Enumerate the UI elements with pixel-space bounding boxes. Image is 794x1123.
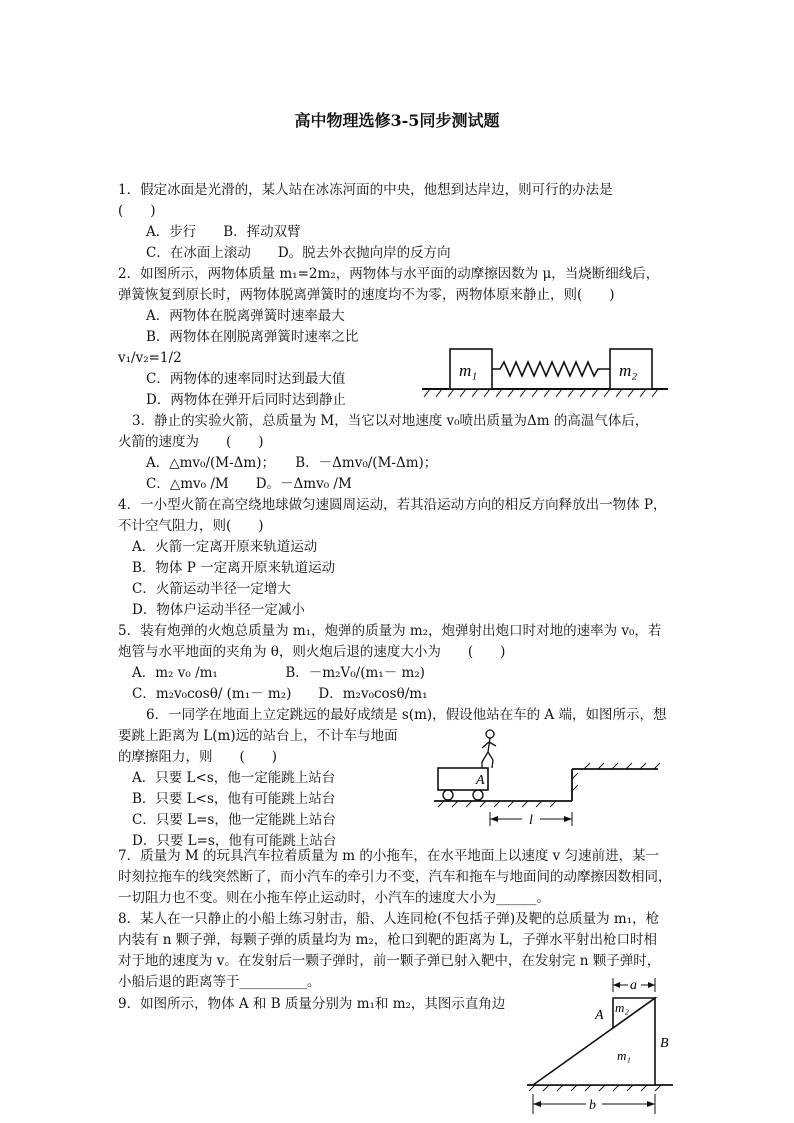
label-m2-small: m₂: [615, 1000, 629, 1015]
q5-stem-line1: 5．装有炮弹的火炮总质量为 m₁，炮弹的质量为 m₂，炮弹射出炮口时对地的速率为 v₀，若: [118, 623, 662, 639]
label-B: B: [660, 1036, 669, 1051]
q4-option-c: C．火箭运动半径一定增大: [132, 581, 291, 597]
q8-stem-line3: 对于地的速度为 v。在发射后一颗子弹时，前一颗子弹已射入靶中，在发射完 n 颗子弹时，: [118, 953, 661, 969]
person: [482, 730, 496, 768]
q2-stem-line2: 弹簧恢复到原长时，两物体脱离弹簧时的速度均不为零，两物体原来静止，则( ): [118, 287, 615, 303]
q5-option-ab: A．m₂ v₀ /m₁ B．－m₂V₀/(m₁－ m₂): [132, 665, 425, 681]
q7-stem-line2: 时刻拉拖车的线突然断了，而小汽车的牵引力不变，汽车和拖车与地面间的动摩擦因数相同，: [118, 869, 672, 885]
q2-option-d: D．两物体在弹开后同时达到静止: [146, 392, 346, 408]
q6-option-b: B．只要 L<s，他有可能跳上站台: [132, 791, 336, 807]
label-l: l: [529, 813, 533, 828]
q1-option-cd: C．在冰面上滚动 D。脱去外衣抛向岸的反方向: [146, 245, 451, 261]
q7-stem-line3: 一切阻力也不变。则在小拖车停止运动时，小汽车的速度大小为______。: [118, 890, 550, 906]
q1-stem-line2: ( ): [118, 203, 156, 219]
q6-stem-line1: 6．一同学在地面上立定跳远的最好成绩是 s(m)，假设他站在车的 A 端，如图所示，想: [146, 707, 667, 723]
q1-option-ab: A．步行 B．挥动双臂: [146, 224, 301, 240]
label-m2: m₂: [619, 361, 638, 380]
q3-stem-line1: 3．静止的实验火箭，总质量为 M，当它以对地速度 v₀喷出质量为Δm 的高温气体后，: [132, 413, 649, 429]
q4-stem-line2: 不计空气阻力，则( ): [118, 518, 264, 534]
q2-option-c: C．两物体的速率同时达到最大值: [146, 371, 346, 387]
q8-stem-line2: 内装有 n 颗子弹，每颗子弹的质量均为 m₂，枪口到靶的距离为 L，子弹水平射出枪口时相: [118, 932, 658, 948]
q3-option-ab: A．△mv₀/(M-Δm)； B．－Δmv₀/(M-Δm)；: [146, 455, 438, 471]
spring: [492, 362, 610, 376]
q6-stem-line2: 要跳上距离为 L(m)远的站台上，不计车与地面: [118, 728, 398, 744]
q7-stem-line1: 7．质量为 M 的玩具汽车拉着质量为 m 的小拖车，在水平地面上以速度 v 匀速前进，某一: [118, 848, 660, 864]
q2-option-b-cont: v₁/v₂=1/2: [118, 350, 182, 366]
q3-stem-line2: 火箭的速度为 ( ): [118, 434, 264, 450]
q1-stem-line1: 1．假定冰面是光滑的，某人站在冰冻河面的中央，他想到达岸边，则可行的办法是: [118, 182, 613, 198]
q5-stem-line2: 炮管与水平地面的夹角为 θ，则火炮后退的速度大小为 ( ): [118, 644, 506, 660]
cart-figure: [430, 724, 665, 834]
q5-option-cd: C．m₂v₀cosθ/ (m₁－ m₂) D．m₂v₀cosθ/m₁: [132, 686, 428, 702]
q4-stem-line1: 4．一小型火箭在高空绕地球做匀速圆周运动，若其沿运动方向的相反方向释放出一物体 P，: [118, 497, 667, 513]
cart-wheel-left: [443, 790, 453, 800]
label-m1: m₁: [459, 361, 478, 380]
q2-option-a: A．两物体在脱离弹簧时速率最大: [146, 308, 345, 324]
label-dim-a: a: [630, 978, 637, 993]
label-dim-b: b: [589, 1098, 596, 1113]
q9-stem-line1: 9．如图所示，物体 A 和 B 质量分别为 m₁和 m₂，其图示直角边: [118, 996, 506, 1012]
page-title: 高中物理选修3-5同步测试题: [294, 111, 500, 130]
spring-figure: [420, 345, 670, 400]
q6-stem-line3: 的摩擦阻力，则 ( ): [118, 749, 278, 765]
q2-stem-line1: 2．如图所示，两物体质量 m₁=2m₂，两物体与水平面的动摩擦因数为 μ，当烧断细线后，: [118, 266, 660, 282]
q4-option-d: D．物体户运动半径一定减小: [132, 602, 305, 618]
q6-option-a: A．只要 L<s，他一定能跳上站台: [132, 770, 336, 786]
q6-option-d: D．只要 L=s，他有可能跳上站台: [132, 833, 337, 849]
label-m1-wedge: m₁: [617, 1048, 631, 1063]
q2-option-b: B．两物体在刚脱离弹簧时速率之比: [146, 329, 359, 345]
cart-wheel-right: [473, 790, 483, 800]
q3-option-cd: C．△mv₀ /M D。－Δmv₀ /M: [146, 476, 352, 492]
q8-stem-line4: 小船后退的距离等于__________。: [118, 974, 321, 990]
wedge-figure: [515, 972, 685, 1118]
q6-option-c: C．只要 L=s，他一定能跳上站台: [132, 812, 336, 828]
q4-option-b: B．物体 P 一定离开原来轨道运动: [132, 560, 336, 576]
label-A: A: [595, 1008, 604, 1023]
q4-option-a: A．火箭一定离开原来轨道运动: [132, 539, 318, 555]
q8-stem-line1: 8．某人在一只静止的小船上练习射击，船、人连同枪(不包括子弹)及靶的总质量为 m₁，枪: [118, 911, 660, 927]
label-a: A: [476, 773, 485, 788]
